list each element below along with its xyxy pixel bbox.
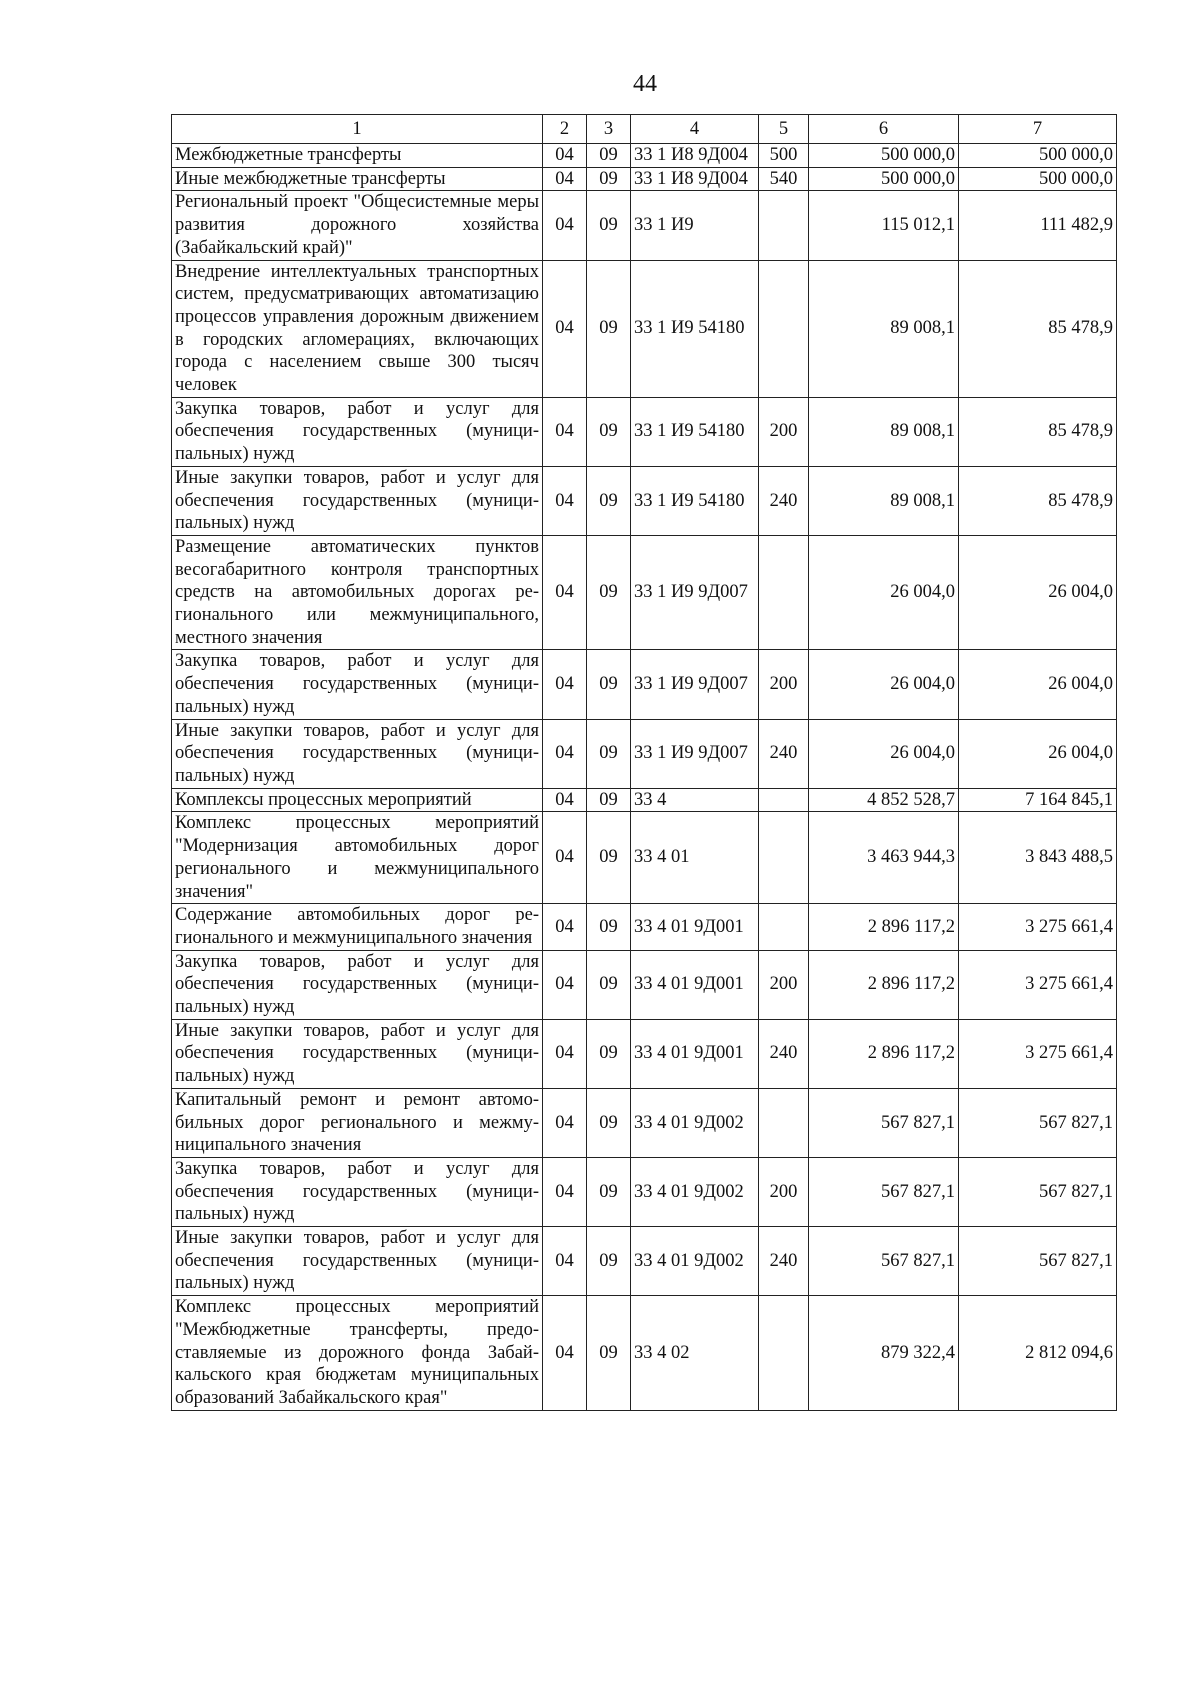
item-name-cell: Закупка товаров, работ и услуг для обеспечения государственных (муниципальных) нужд <box>172 397 543 466</box>
amount-year-1-cell: 26 004,0 <box>809 650 959 719</box>
section-code-cell: 04 <box>543 191 587 260</box>
subsection-code-cell: 09 <box>587 1296 631 1411</box>
expense-type-code-cell <box>759 788 809 812</box>
table-row <box>172 397 1117 466</box>
amount-year-1-cell: 500 000,0 <box>809 167 959 191</box>
expense-type-code-cell <box>759 1296 809 1411</box>
expense-type-code-cell: 240 <box>759 466 809 535</box>
subsection-code-cell: 09 <box>587 466 631 535</box>
target-article-code-cell: 33 4 01 9Д002 <box>631 1227 759 1296</box>
table-row <box>172 1088 1117 1157</box>
table-row <box>172 167 1117 191</box>
section-code-cell: 04 <box>543 260 587 397</box>
expense-type-code-cell <box>759 260 809 397</box>
target-article-code-cell: 33 1 И9 9Д007 <box>631 650 759 719</box>
table-row <box>172 191 1117 260</box>
expense-type-code-cell: 240 <box>759 1227 809 1296</box>
item-name-cell: Иные закупки товаров, работ и услуг для обеспечения государственных (муниципальных) нужд <box>172 1019 543 1088</box>
target-article-code-cell: 33 1 И9 9Д007 <box>631 719 759 788</box>
amount-year-1-cell: 567 827,1 <box>809 1157 959 1226</box>
target-article-code-cell: 33 4 01 9Д001 <box>631 1019 759 1088</box>
table-row <box>172 719 1117 788</box>
amount-year-2-cell: 26 004,0 <box>959 719 1117 788</box>
amount-year-1-cell: 567 827,1 <box>809 1227 959 1296</box>
column-header: 5 <box>759 115 809 144</box>
section-code-cell: 04 <box>543 466 587 535</box>
amount-year-1-cell: 4 852 528,7 <box>809 788 959 812</box>
table-row <box>172 812 1117 904</box>
column-header: 4 <box>631 115 759 144</box>
target-article-code-cell: 33 4 01 9Д002 <box>631 1157 759 1226</box>
subsection-code-cell: 09 <box>587 535 631 650</box>
amount-year-2-cell: 3 843 488,5 <box>959 812 1117 904</box>
amount-year-2-cell: 85 478,9 <box>959 260 1117 397</box>
target-article-code-cell: 33 1 И9 9Д007 <box>631 535 759 650</box>
table-row <box>172 466 1117 535</box>
item-name-cell: Комплекс процессных мероприятий "Модернизация автомобильных дорог регионального и межмуниципального значения" <box>172 812 543 904</box>
table-row <box>172 1227 1117 1296</box>
table-row <box>172 788 1117 812</box>
target-article-code-cell: 33 4 01 9Д001 <box>631 904 759 950</box>
section-code-cell: 04 <box>543 535 587 650</box>
expense-type-code-cell: 200 <box>759 950 809 1019</box>
table-row <box>172 1157 1117 1226</box>
table-row <box>172 1296 1117 1411</box>
target-article-code-cell: 33 4 02 <box>631 1296 759 1411</box>
section-code-cell: 04 <box>543 950 587 1019</box>
column-header: 1 <box>172 115 543 144</box>
amount-year-2-cell: 2 812 094,6 <box>959 1296 1117 1411</box>
amount-year-1-cell: 89 008,1 <box>809 466 959 535</box>
subsection-code-cell: 09 <box>587 144 631 168</box>
expense-type-code-cell <box>759 191 809 260</box>
subsection-code-cell: 09 <box>587 904 631 950</box>
table-body <box>172 144 1117 1411</box>
amount-year-2-cell: 500 000,0 <box>959 144 1117 168</box>
amount-year-2-cell: 85 478,9 <box>959 466 1117 535</box>
subsection-code-cell: 09 <box>587 260 631 397</box>
expense-type-code-cell: 500 <box>759 144 809 168</box>
column-header: 7 <box>959 115 1117 144</box>
amount-year-1-cell: 2 896 117,2 <box>809 904 959 950</box>
item-name-cell: Межбюджетные трансферты <box>172 144 543 168</box>
section-code-cell: 04 <box>543 1227 587 1296</box>
item-name-cell: Региональный проект "Общесистемные меры развития дорожного хозяйства (Забайкальский край)" <box>172 191 543 260</box>
item-name-cell: Иные закупки товаров, работ и услуг для обеспечения государственных (муниципальных) нужд <box>172 1227 543 1296</box>
target-article-code-cell: 33 1 И8 9Д004 <box>631 167 759 191</box>
expense-type-code-cell: 540 <box>759 167 809 191</box>
amount-year-1-cell: 115 012,1 <box>809 191 959 260</box>
amount-year-2-cell: 7 164 845,1 <box>959 788 1117 812</box>
subsection-code-cell: 09 <box>587 650 631 719</box>
amount-year-2-cell: 3 275 661,4 <box>959 950 1117 1019</box>
subsection-code-cell: 09 <box>587 1157 631 1226</box>
amount-year-2-cell: 85 478,9 <box>959 397 1117 466</box>
table-row <box>172 904 1117 950</box>
item-name-cell: Комплексы процессных мероприятий <box>172 788 543 812</box>
section-code-cell: 04 <box>543 1088 587 1157</box>
budget-table <box>171 114 1117 1411</box>
section-code-cell: 04 <box>543 788 587 812</box>
target-article-code-cell: 33 1 И9 54180 <box>631 397 759 466</box>
table-row <box>172 535 1117 650</box>
header-row <box>172 115 1117 144</box>
target-article-code-cell: 33 4 01 <box>631 812 759 904</box>
amount-year-2-cell: 567 827,1 <box>959 1227 1117 1296</box>
subsection-code-cell: 09 <box>587 719 631 788</box>
page-number: 44 <box>633 71 657 97</box>
target-article-code-cell: 33 1 И9 54180 <box>631 260 759 397</box>
subsection-code-cell: 09 <box>587 1227 631 1296</box>
expense-type-code-cell <box>759 812 809 904</box>
expense-type-code-cell <box>759 535 809 650</box>
amount-year-2-cell: 3 275 661,4 <box>959 1019 1117 1088</box>
amount-year-1-cell: 89 008,1 <box>809 397 959 466</box>
item-name-cell: Закупка товаров, работ и услуг для обеспечения государственных (муниципальных) нужд <box>172 950 543 1019</box>
item-name-cell: Размещение автоматических пунктов весогабаритного контроля транспортных средств на автомобильных дорогах регионального или межмуниципального, местного значения <box>172 535 543 650</box>
amount-year-1-cell: 3 463 944,3 <box>809 812 959 904</box>
amount-year-1-cell: 26 004,0 <box>809 719 959 788</box>
section-code-cell: 04 <box>543 904 587 950</box>
subsection-code-cell: 09 <box>587 788 631 812</box>
section-code-cell: 04 <box>543 397 587 466</box>
amount-year-2-cell: 3 275 661,4 <box>959 904 1117 950</box>
section-code-cell: 04 <box>543 1296 587 1411</box>
table-row <box>172 1019 1117 1088</box>
table-row <box>172 950 1117 1019</box>
target-article-code-cell: 33 1 И8 9Д004 <box>631 144 759 168</box>
expense-type-code-cell: 200 <box>759 1157 809 1226</box>
amount-year-2-cell: 567 827,1 <box>959 1157 1117 1226</box>
amount-year-2-cell: 500 000,0 <box>959 167 1117 191</box>
subsection-code-cell: 09 <box>587 397 631 466</box>
subsection-code-cell: 09 <box>587 1019 631 1088</box>
subsection-code-cell: 09 <box>587 812 631 904</box>
section-code-cell: 04 <box>543 1157 587 1226</box>
item-name-cell: Иные закупки товаров, работ и услуг для обеспечения государственных (муниципальных) нужд <box>172 466 543 535</box>
section-code-cell: 04 <box>543 812 587 904</box>
expense-type-code-cell <box>759 1088 809 1157</box>
amount-year-1-cell: 89 008,1 <box>809 260 959 397</box>
amount-year-1-cell: 26 004,0 <box>809 535 959 650</box>
target-article-code-cell: 33 1 И9 <box>631 191 759 260</box>
amount-year-1-cell: 567 827,1 <box>809 1088 959 1157</box>
amount-year-1-cell: 2 896 117,2 <box>809 950 959 1019</box>
amount-year-1-cell: 500 000,0 <box>809 144 959 168</box>
target-article-code-cell: 33 4 01 9Д001 <box>631 950 759 1019</box>
amount-year-2-cell: 26 004,0 <box>959 650 1117 719</box>
column-header: 3 <box>587 115 631 144</box>
amount-year-2-cell: 26 004,0 <box>959 535 1117 650</box>
amount-year-1-cell: 879 322,4 <box>809 1296 959 1411</box>
section-code-cell: 04 <box>543 650 587 719</box>
expense-type-code-cell: 240 <box>759 1019 809 1088</box>
item-name-cell: Содержание автомобильных дорог регионального и межмуниципального значения <box>172 904 543 950</box>
column-header: 6 <box>809 115 959 144</box>
table-row <box>172 144 1117 168</box>
subsection-code-cell: 09 <box>587 167 631 191</box>
target-article-code-cell: 33 1 И9 54180 <box>631 466 759 535</box>
section-code-cell: 04 <box>543 144 587 168</box>
table-row <box>172 260 1117 397</box>
item-name-cell: Комплекс процессных мероприятий "Межбюджетные трансферты, предоставляемые из дорожного фонда Забайкальского края бюджетам муниципальных образований Забайкальского края" <box>172 1296 543 1411</box>
expense-type-code-cell <box>759 904 809 950</box>
section-code-cell: 04 <box>543 167 587 191</box>
expense-type-code-cell: 200 <box>759 650 809 719</box>
item-name-cell: Внедрение интеллектуальных транспортных систем, предусматривающих автоматизацию процессов управления дорожным движением в городских агломерациях, включающих города с населением свыше 300 тысяч человек <box>172 260 543 397</box>
item-name-cell: Закупка товаров, работ и услуг для обеспечения государственных (муниципальных) нужд <box>172 1157 543 1226</box>
item-name-cell: Иные закупки товаров, работ и услуг для обеспечения государственных (муниципальных) нужд <box>172 719 543 788</box>
amount-year-2-cell: 567 827,1 <box>959 1088 1117 1157</box>
expense-type-code-cell: 200 <box>759 397 809 466</box>
subsection-code-cell: 09 <box>587 191 631 260</box>
table-row <box>172 650 1117 719</box>
expense-type-code-cell: 240 <box>759 719 809 788</box>
section-code-cell: 04 <box>543 1019 587 1088</box>
subsection-code-cell: 09 <box>587 1088 631 1157</box>
item-name-cell: Закупка товаров, работ и услуг для обеспечения государственных (муниципальных) нужд <box>172 650 543 719</box>
amount-year-2-cell: 111 482,9 <box>959 191 1117 260</box>
amount-year-1-cell: 2 896 117,2 <box>809 1019 959 1088</box>
subsection-code-cell: 09 <box>587 950 631 1019</box>
target-article-code-cell: 33 4 <box>631 788 759 812</box>
section-code-cell: 04 <box>543 719 587 788</box>
column-header: 2 <box>543 115 587 144</box>
item-name-cell: Капитальный ремонт и ремонт автомобильных дорог регионального и межмуниципального значения <box>172 1088 543 1157</box>
item-name-cell: Иные межбюджетные трансферты <box>172 167 543 191</box>
target-article-code-cell: 33 4 01 9Д002 <box>631 1088 759 1157</box>
